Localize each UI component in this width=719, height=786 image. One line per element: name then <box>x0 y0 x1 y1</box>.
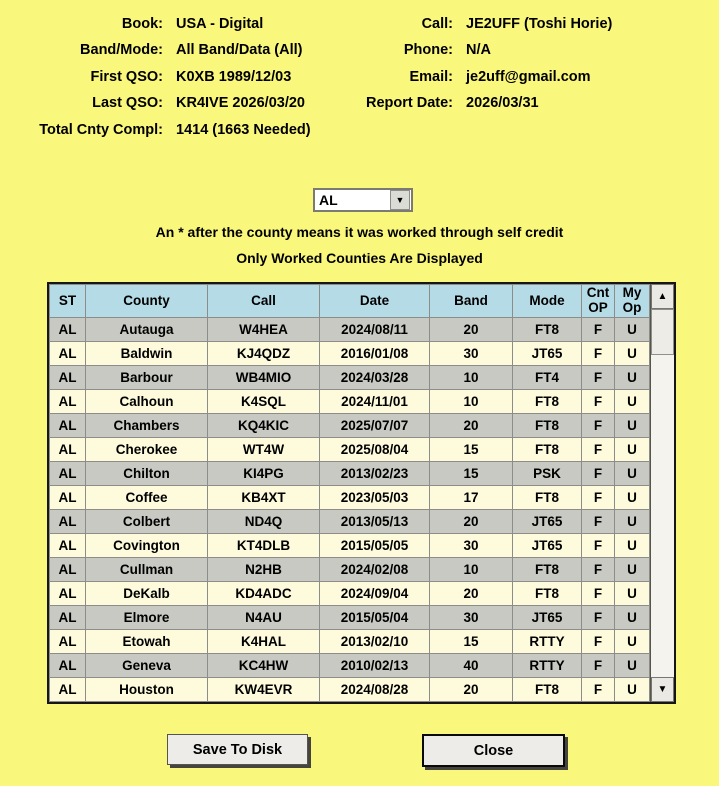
table-cell: U <box>615 390 650 414</box>
bandmode-value: All Band/Data (All) <box>176 42 303 58</box>
table-cell: F <box>582 534 615 558</box>
self-credit-note: An * after the county means it was worked through self credit <box>155 224 564 240</box>
close-button[interactable]: Close <box>422 734 565 767</box>
table-cell: Calhoun <box>86 390 208 414</box>
table-cell: 10 <box>430 366 513 390</box>
table-cell: FT8 <box>513 318 582 342</box>
scrollbar-thumb[interactable] <box>651 309 674 355</box>
table-cell: F <box>582 318 615 342</box>
table-cell: AL <box>50 390 86 414</box>
save-to-disk-button[interactable]: Save To Disk <box>167 734 308 765</box>
table-cell: JT65 <box>513 534 582 558</box>
table-cell: U <box>615 678 650 702</box>
table-row[interactable] <box>50 438 650 462</box>
table-cell: 15 <box>430 630 513 654</box>
table-cell: JT65 <box>513 342 582 366</box>
scroll-down-button[interactable] <box>651 677 674 702</box>
table-cell: Cherokee <box>86 438 208 462</box>
table-row[interactable] <box>50 366 650 390</box>
phone-value: N/A <box>466 42 491 58</box>
table-cell: AL <box>50 366 86 390</box>
col-header-cnt-op: Cnt OP <box>582 285 615 318</box>
table-cell: 20 <box>430 318 513 342</box>
table-cell: KI4PG <box>208 462 320 486</box>
table-cell: FT8 <box>513 582 582 606</box>
county-table <box>49 284 650 702</box>
table-cell: Autauga <box>86 318 208 342</box>
table-cell: 2025/07/07 <box>320 414 430 438</box>
table-cell: 2024/11/01 <box>320 390 430 414</box>
summary-row-phone <box>0 40 719 60</box>
table-row[interactable] <box>50 390 650 414</box>
vertical-scrollbar[interactable] <box>650 284 674 702</box>
scroll-up-button[interactable] <box>651 284 674 309</box>
table-cell: 20 <box>430 414 513 438</box>
table-cell: FT8 <box>513 486 582 510</box>
table-cell: F <box>582 678 615 702</box>
total-compl-value: 1414 (1663 Needed) <box>176 122 311 138</box>
summary-row-call <box>0 14 719 34</box>
table-cell: 17 <box>430 486 513 510</box>
table-cell: U <box>615 414 650 438</box>
table-cell: RTTY <box>513 630 582 654</box>
table-row[interactable] <box>50 510 650 534</box>
table-cell: 2024/09/04 <box>320 582 430 606</box>
table-row[interactable] <box>50 678 650 702</box>
table-row[interactable] <box>50 630 650 654</box>
col-header-date: Date <box>320 285 430 318</box>
table-cell: Covington <box>86 534 208 558</box>
col-header-mode: Mode <box>513 285 582 318</box>
table-cell: 30 <box>430 342 513 366</box>
table-cell: K4SQL <box>208 390 320 414</box>
table-cell: U <box>615 534 650 558</box>
table-cell: N2HB <box>208 558 320 582</box>
table-cell: Houston <box>86 678 208 702</box>
table-cell: U <box>615 510 650 534</box>
table-cell: F <box>582 366 615 390</box>
table-cell: AL <box>50 654 86 678</box>
table-cell: 10 <box>430 558 513 582</box>
state-dropdown-value: AL <box>319 192 338 208</box>
table-cell: 20 <box>430 678 513 702</box>
table-row[interactable] <box>50 606 650 630</box>
table-cell: WT4W <box>208 438 320 462</box>
table-cell: ND4Q <box>208 510 320 534</box>
table-cell: Chambers <box>86 414 208 438</box>
scrollbar-track[interactable] <box>651 355 674 677</box>
table-cell: KW4EVR <box>208 678 320 702</box>
email-value: je2uff@gmail.com <box>466 69 591 85</box>
table-cell: AL <box>50 414 86 438</box>
table-cell: 2015/05/04 <box>320 606 430 630</box>
table-cell: 2013/05/13 <box>320 510 430 534</box>
table-cell: KJ4QDZ <box>208 342 320 366</box>
summary-row-report-date <box>0 93 719 113</box>
table-cell: 20 <box>430 510 513 534</box>
table-cell: F <box>582 558 615 582</box>
table-row[interactable] <box>50 534 650 558</box>
table-cell: U <box>615 462 650 486</box>
last-qso-label: Last QSO: <box>92 95 163 111</box>
book-label: Book: <box>121 16 163 32</box>
table-cell: U <box>615 486 650 510</box>
table-cell: FT8 <box>513 390 582 414</box>
table-cell: F <box>582 654 615 678</box>
table-cell: F <box>582 630 615 654</box>
table-cell: KB4XT <box>208 486 320 510</box>
col-header-call: Call <box>208 285 320 318</box>
table-cell: JT65 <box>513 606 582 630</box>
table-cell: 2024/08/28 <box>320 678 430 702</box>
table-cell: U <box>615 438 650 462</box>
worked-counties-note: Only Worked Counties Are Displayed <box>236 250 483 266</box>
table-row[interactable] <box>50 582 650 606</box>
call-label: Call: <box>421 16 453 32</box>
table-cell: 2013/02/23 <box>320 462 430 486</box>
table-cell: F <box>582 582 615 606</box>
table-cell: 15 <box>430 438 513 462</box>
table-cell: AL <box>50 582 86 606</box>
table-cell: 40 <box>430 654 513 678</box>
table-row[interactable] <box>50 486 650 510</box>
table-cell: Cullman <box>86 558 208 582</box>
table-cell: 2023/05/03 <box>320 486 430 510</box>
table-cell: AL <box>50 462 86 486</box>
table-cell: FT8 <box>513 678 582 702</box>
table-cell: KD4ADC <box>208 582 320 606</box>
summary-row-total-compl <box>0 120 719 140</box>
state-dropdown[interactable] <box>313 188 413 212</box>
table-row[interactable] <box>50 342 650 366</box>
bandmode-label: Band/Mode: <box>80 42 163 58</box>
table-cell: Colbert <box>86 510 208 534</box>
table-row[interactable] <box>50 654 650 678</box>
table-cell: 30 <box>430 534 513 558</box>
arrow-down-icon: ▼ <box>657 683 668 695</box>
table-cell: Baldwin <box>86 342 208 366</box>
table-cell: FT8 <box>513 558 582 582</box>
table-cell: FT4 <box>513 366 582 390</box>
table-cell: F <box>582 438 615 462</box>
table-cell: DeKalb <box>86 582 208 606</box>
col-header-county: County <box>86 285 208 318</box>
table-cell: 2024/02/08 <box>320 558 430 582</box>
county-grid <box>47 282 676 704</box>
table-cell: 2025/08/04 <box>320 438 430 462</box>
first-qso-label: First QSO: <box>90 69 163 85</box>
report-date-value: 2026/03/31 <box>466 95 539 111</box>
table-cell: KC4HW <box>208 654 320 678</box>
table-cell: F <box>582 390 615 414</box>
table-cell: Geneva <box>86 654 208 678</box>
table-header-row <box>50 285 650 318</box>
table-cell: 15 <box>430 462 513 486</box>
arrow-up-icon: ▲ <box>657 290 668 302</box>
table-row[interactable] <box>50 462 650 486</box>
table-cell: AL <box>50 678 86 702</box>
table-cell: U <box>615 606 650 630</box>
table-cell: KT4DLB <box>208 534 320 558</box>
table-cell: F <box>582 606 615 630</box>
book-value: USA - Digital <box>176 16 264 32</box>
table-cell: FT8 <box>513 438 582 462</box>
table-cell: W4HEA <box>208 318 320 342</box>
table-cell: AL <box>50 318 86 342</box>
last-qso-value: KR4IVE 2026/03/20 <box>176 95 305 111</box>
table-cell: KQ4KIC <box>208 414 320 438</box>
col-header-my-op: My Op <box>615 285 650 318</box>
table-cell: U <box>615 558 650 582</box>
table-cell: AL <box>50 606 86 630</box>
table-cell: Coffee <box>86 486 208 510</box>
col-header-st: ST <box>50 285 86 318</box>
table-cell: U <box>615 582 650 606</box>
table-cell: AL <box>50 630 86 654</box>
table-cell: K4HAL <box>208 630 320 654</box>
table-cell: U <box>615 318 650 342</box>
table-cell: U <box>615 366 650 390</box>
table-cell: AL <box>50 534 86 558</box>
table-cell: Barbour <box>86 366 208 390</box>
table-cell: 2024/08/11 <box>320 318 430 342</box>
table-row[interactable] <box>50 318 650 342</box>
email-label: Email: <box>409 69 453 85</box>
table-cell: 2015/05/05 <box>320 534 430 558</box>
table-cell: AL <box>50 342 86 366</box>
table-cell: AL <box>50 558 86 582</box>
table-cell: F <box>582 342 615 366</box>
table-cell: F <box>582 414 615 438</box>
table-cell: Chilton <box>86 462 208 486</box>
table-cell: RTTY <box>513 654 582 678</box>
table-row[interactable] <box>50 558 650 582</box>
dropdown-arrow-button[interactable] <box>390 190 410 210</box>
table-cell: F <box>582 462 615 486</box>
table-cell: 20 <box>430 582 513 606</box>
table-cell: 30 <box>430 606 513 630</box>
table-cell: AL <box>50 510 86 534</box>
table-cell: 10 <box>430 390 513 414</box>
table-cell: F <box>582 510 615 534</box>
summary-row-email <box>0 67 719 87</box>
table-cell: 2016/01/08 <box>320 342 430 366</box>
col-header-band: Band <box>430 285 513 318</box>
table-cell: Elmore <box>86 606 208 630</box>
report-date-label: Report Date: <box>365 95 453 111</box>
table-cell: F <box>582 486 615 510</box>
table-cell: 2024/03/28 <box>320 366 430 390</box>
table-cell: U <box>615 630 650 654</box>
table-cell: FT8 <box>513 414 582 438</box>
table-cell: JT65 <box>513 510 582 534</box>
table-cell: U <box>615 342 650 366</box>
table-cell: AL <box>50 486 86 510</box>
table-cell: WB4MIO <box>208 366 320 390</box>
table-cell: AL <box>50 438 86 462</box>
table-cell: 2013/02/10 <box>320 630 430 654</box>
table-cell: 2010/02/13 <box>320 654 430 678</box>
total-compl-label: Total Cnty Compl: <box>39 122 163 138</box>
table-cell: Etowah <box>86 630 208 654</box>
phone-label: Phone: <box>403 42 453 58</box>
table-row[interactable] <box>50 414 650 438</box>
table-body <box>50 318 650 702</box>
table-cell: PSK <box>513 462 582 486</box>
chevron-down-icon: ▼ <box>395 194 405 205</box>
call-value: JE2UFF (Toshi Horie) <box>466 16 613 32</box>
table-cell: N4AU <box>208 606 320 630</box>
table-cell: U <box>615 654 650 678</box>
first-qso-value: K0XB 1989/12/03 <box>176 69 292 85</box>
